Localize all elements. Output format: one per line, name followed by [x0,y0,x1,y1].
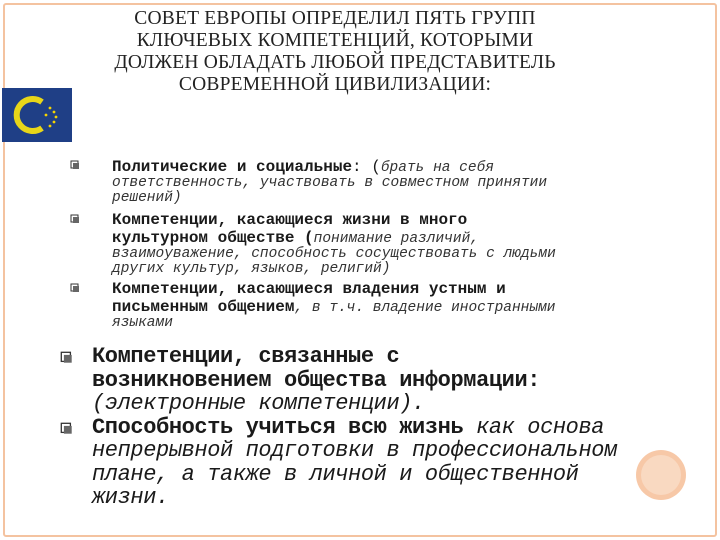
decorative-circle [636,450,686,500]
item-detail: взаимоуважение, способность сосуществовать с людьми [112,246,556,262]
item-detail: , в т.ч. владение иностранными [294,300,556,316]
item-title: Компетенции, касающиеся жизни в много [112,211,468,229]
checkbox-bullet-icon [70,214,80,224]
item-title: возникновением общества информации: [92,367,541,393]
item-detail: понимание различий, [313,231,479,247]
item-detail: плане, а также в личной и общественной [92,461,579,487]
item-detail: брать на себя [380,160,494,176]
list-item [70,281,710,331]
checkbox-bullet-icon [70,160,80,170]
item-detail: решений) [112,190,182,206]
competence-list-small [70,158,710,331]
item-detail: языками [112,315,173,331]
competence-list-large [60,345,680,510]
council-of-europe-logo [2,88,72,142]
checkbox-bullet-icon [60,422,73,435]
item-title: письменным общением [112,298,295,316]
item-title: Компетенции, связанные с [92,344,400,369]
title-line: СОВРЕМЕННОЙ ЦИВИЛИЗАЦИИ: [178,74,492,95]
title-line: КЛЮЧЕВЫХ КОМПЕТЕНЦИЙ, КОТОРЫМИ [136,30,534,51]
item-detail: (электронные компетенции). [92,391,425,416]
page-title [40,8,630,96]
list-item [70,158,710,206]
item-title: Компетенции, касающиеся владения устным и [112,280,506,298]
item-detail: ответственность, участвовать в совместном принятии [112,175,548,191]
checkbox-bullet-icon [70,283,80,293]
item-title: Политические и социальные [112,158,353,176]
item-detail: других культур, языков, религий) [112,261,391,277]
item-detail: жизни. [92,485,169,510]
list-item [70,212,710,277]
title-line: ДОЛЖЕН ОБЛАДАТЬ ЛЮБОЙ ПРЕДСТАВИТЕЛЬ [114,52,556,73]
item-detail: непрерывной подготовки в профессиональном [92,438,617,463]
item-title: культурном обществе ( [112,229,314,247]
list-item [60,345,680,416]
checkbox-bullet-icon [60,351,73,364]
item-open: : ( [352,158,381,176]
item-title: Способность учиться всю жизнь [92,414,464,440]
list-item [60,416,680,510]
title-line: СОВЕТ ЕВРОПЫ ОПРЕДЕЛИЛ ПЯТЬ ГРУПП [134,8,536,29]
item-detail: как основа [463,414,605,440]
